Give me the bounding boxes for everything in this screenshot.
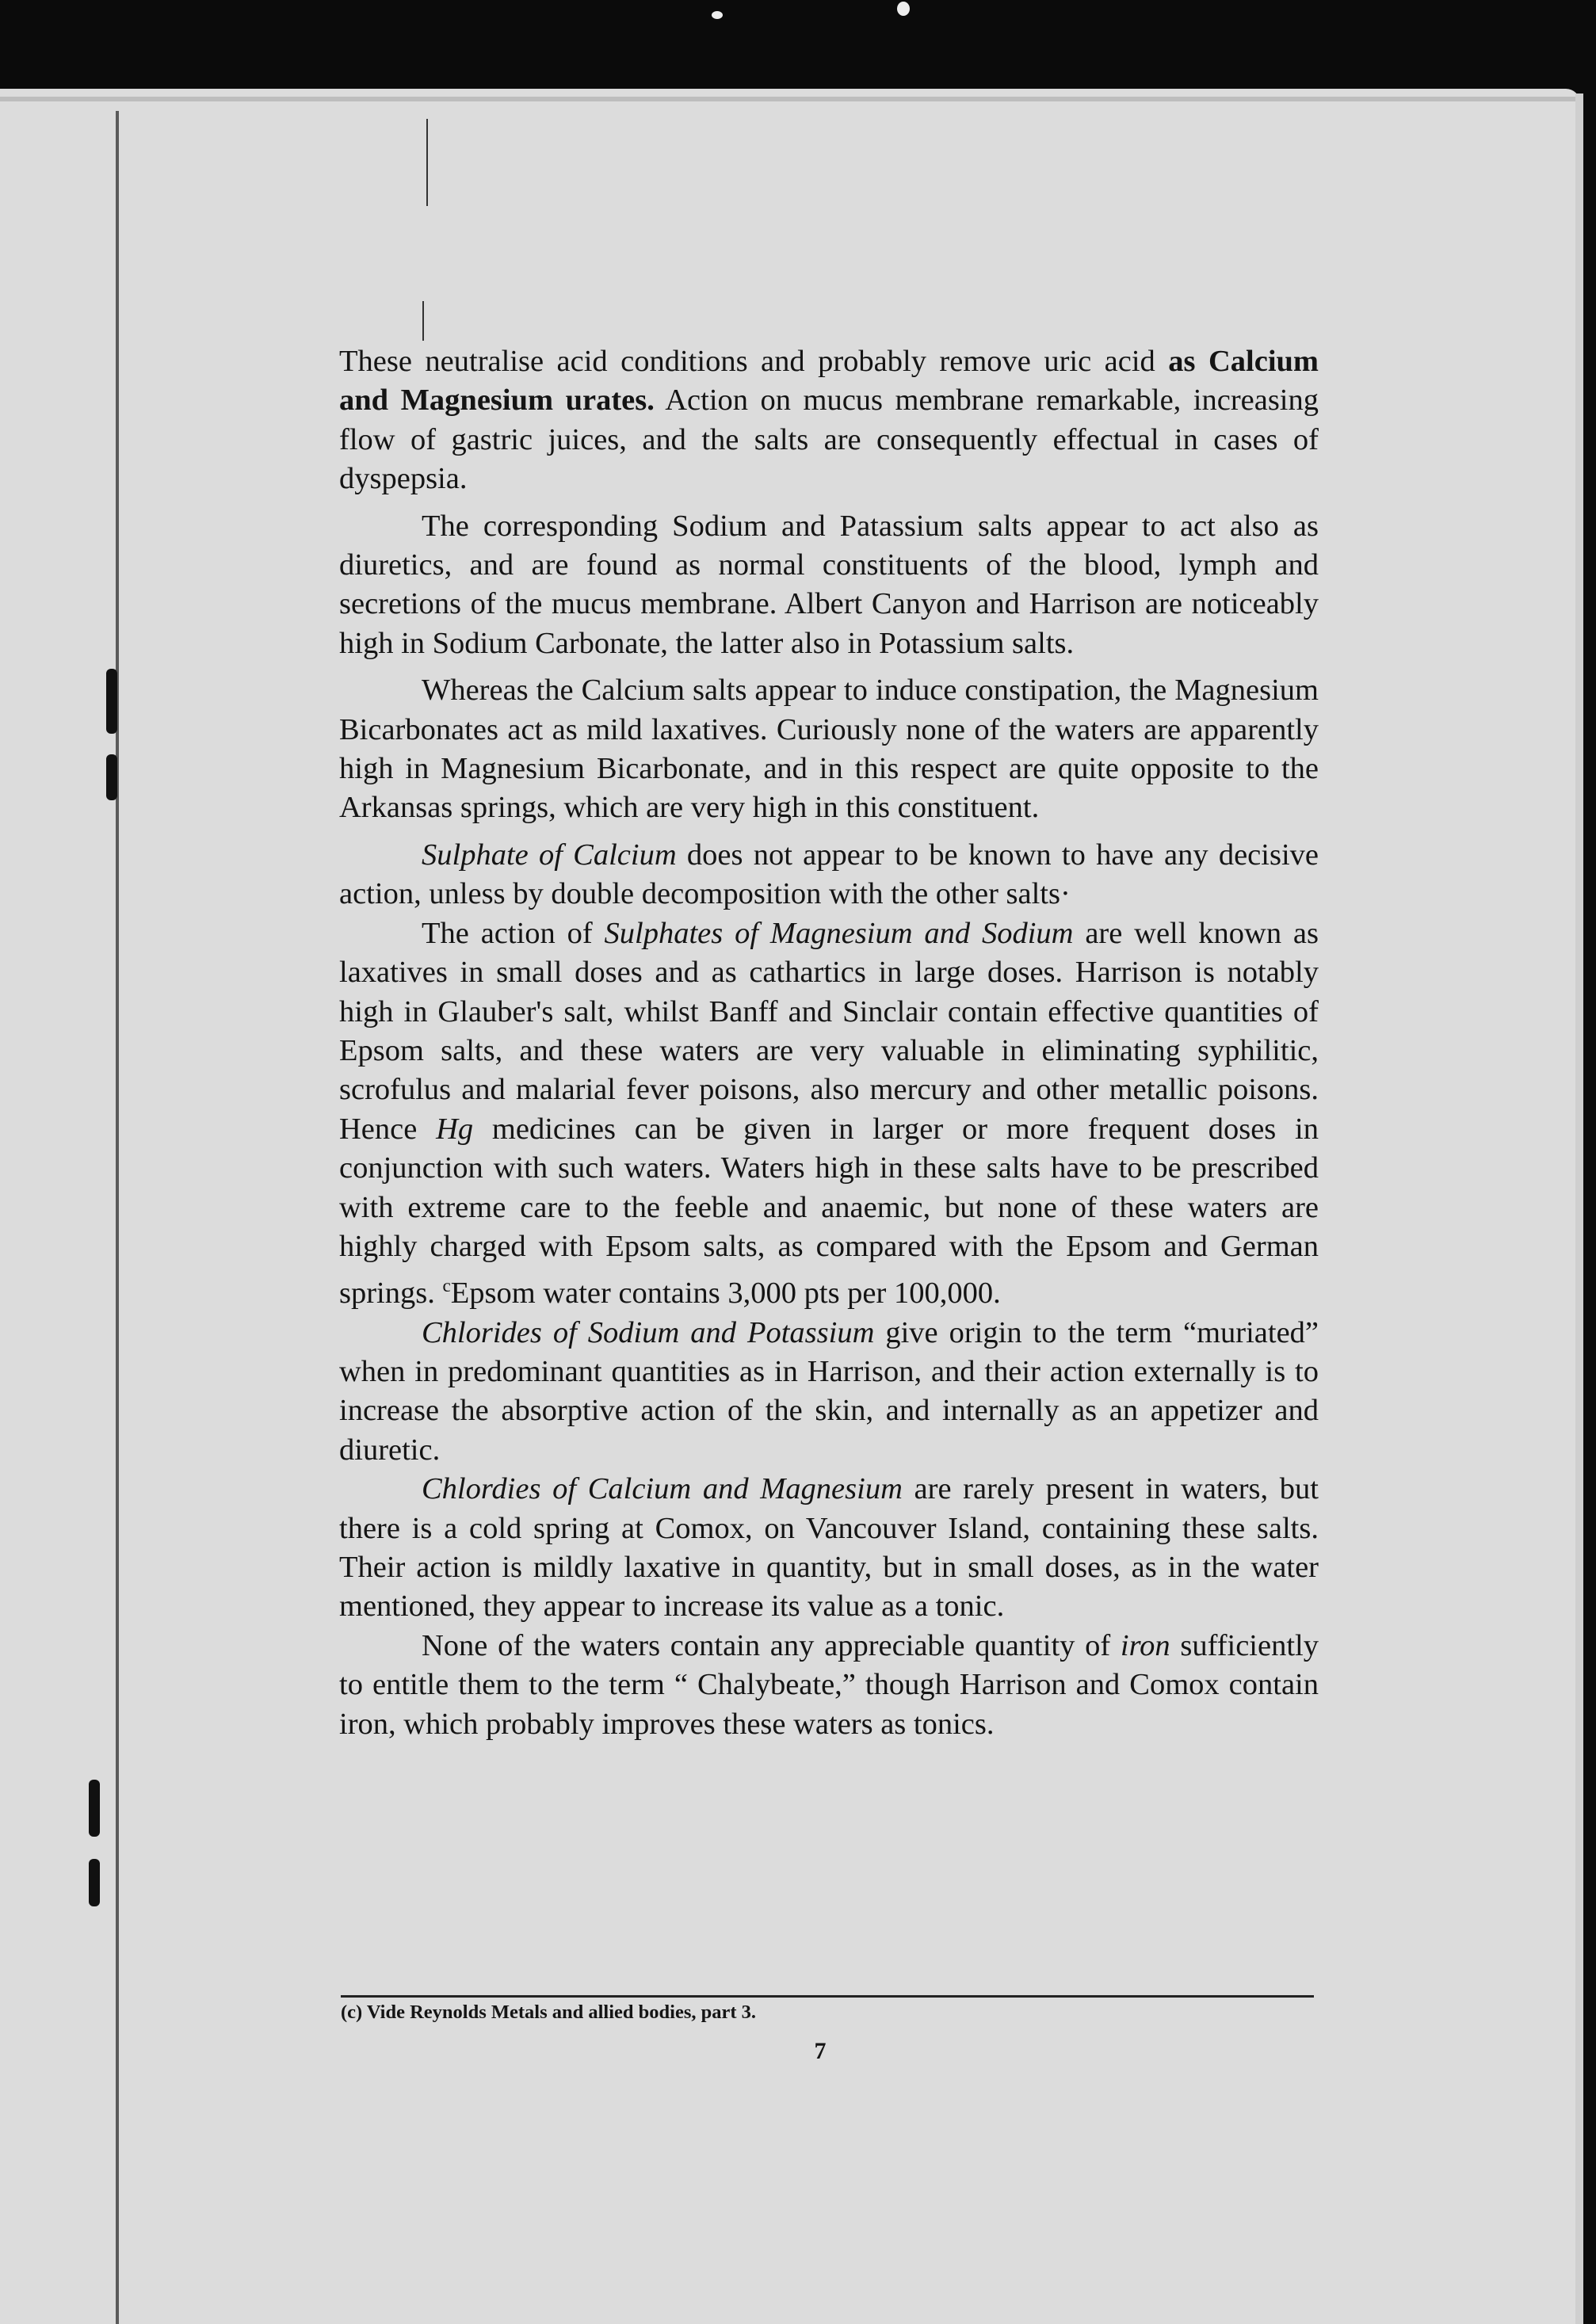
text-run: Whereas the Calcium salts appear to induce constipation, the Magnesium Bicarbonates act as mild laxatives. Curiously none of the waters are apparently high in Magnesium Bicarbonate, and in this respect are quite opposite to the Arkansas springs, which are very high in this constituent. — [339, 674, 1319, 825]
text-run: are rarely present in waters, but there is a cold spring at Comox, on Vancouver Island, containing these salts. Their action is mildly laxative in quantity, but in small doses, as in the water mentioned, they appear to increase its value as a tonic. — [339, 1472, 1319, 1624]
text-run: Sulphate of Calcium — [422, 838, 677, 872]
paragraph — [339, 342, 1319, 499]
paragraph — [339, 1470, 1319, 1627]
margin-tick-mark — [106, 754, 117, 800]
paragraph — [339, 836, 1319, 914]
page-number: 7 — [814, 2038, 827, 2064]
text-run: does not appear to be known to have any decisive action, unless by double decomposition with the other salts· — [339, 838, 1319, 911]
text-run: medicines can be given in larger or more frequent doses in conjunction with such waters. Waters high in these salts have to be prescribed with extreme care to the feeble and anaemic, but none of these waters are highly charged with Epsom salts, as compared with the Epsom and German springs. — [339, 1112, 1319, 1311]
paragraph — [339, 507, 1319, 664]
paragraph — [339, 914, 1319, 1314]
text-run: Chlorides of Sodium and Potassium — [422, 1315, 875, 1349]
scan-speck — [712, 11, 723, 19]
text-run: Epsom water contains 3,000 pts per 100,000. — [450, 1276, 1001, 1311]
margin-tick-mark — [106, 669, 117, 734]
margin-tick-mark — [89, 1780, 100, 1837]
text-run: iron — [1120, 1628, 1170, 1662]
ink-mark — [426, 119, 428, 206]
paragraph — [339, 1314, 1319, 1471]
text-run: None of the waters contain any appreciable quantity of — [422, 1628, 1121, 1662]
text-run: give origin to the term “muriated” when in predominant quantities as in Harrison, and their action externally is to increase the absorptive action of the skin, and internally as an appetizer and diuretic. — [339, 1315, 1319, 1467]
text-run: Action on mucus membrane remarkable, increasing flow of gastric juices, and the salts are consequently effectual in cases of dyspepsia. — [339, 384, 1319, 496]
page-top-edge — [0, 97, 1580, 101]
text-run: Sulphates of Magnesium and Sodium — [604, 916, 1074, 950]
text-run: are well known as laxatives in small doses and as cathartics in large doses. Harrison is notably high in Glauber's salt, whilst Banff and Sinclair contain effective quantities of Epsom salts, and these waters are very valuable in eliminating syphilitic, scrofulus and malarial fever poisons, also mercury and other metallic poisons. Hence — [339, 916, 1319, 1146]
text-run: These neutralise acid conditions and probably remove uric acid — [339, 345, 1169, 378]
page-right-edge — [1575, 93, 1583, 2324]
scan-speck — [897, 2, 910, 16]
text-run: The action of — [422, 916, 605, 950]
margin-tick-mark — [89, 1859, 100, 1906]
text-run: c — [442, 1275, 451, 1296]
binding-gutter-line — [116, 111, 119, 2324]
paragraph — [339, 1627, 1319, 1744]
body-text — [339, 342, 1319, 1744]
footnote: (c) Vide Reynolds Metals and allied bodies, part 3. — [341, 2002, 757, 2023]
text-run: as Calcium and Magnesium urates. — [339, 345, 1319, 418]
text-run: sufficiently to entitle them to the term “ Chalybeate,” though Harrison and Comox contain iron, which probably improves these waters as tonics. — [339, 1628, 1319, 1741]
footnote-rule — [341, 1995, 1314, 1998]
ink-mark — [422, 301, 424, 341]
text-run: Hg — [436, 1112, 474, 1146]
text-run: The corresponding Sodium and Patassium salts appear to act also as diuretics, and are found as normal constituents of the blood, lymph and secretions of the mucus membrane. Albert Canyon and Harrison are noticeably high in Sodium Carbonate, the latter also in Potassium salts. — [339, 509, 1319, 660]
paragraph — [339, 671, 1319, 828]
text-run: Chlordies of Calcium and Magnesium — [422, 1472, 903, 1506]
